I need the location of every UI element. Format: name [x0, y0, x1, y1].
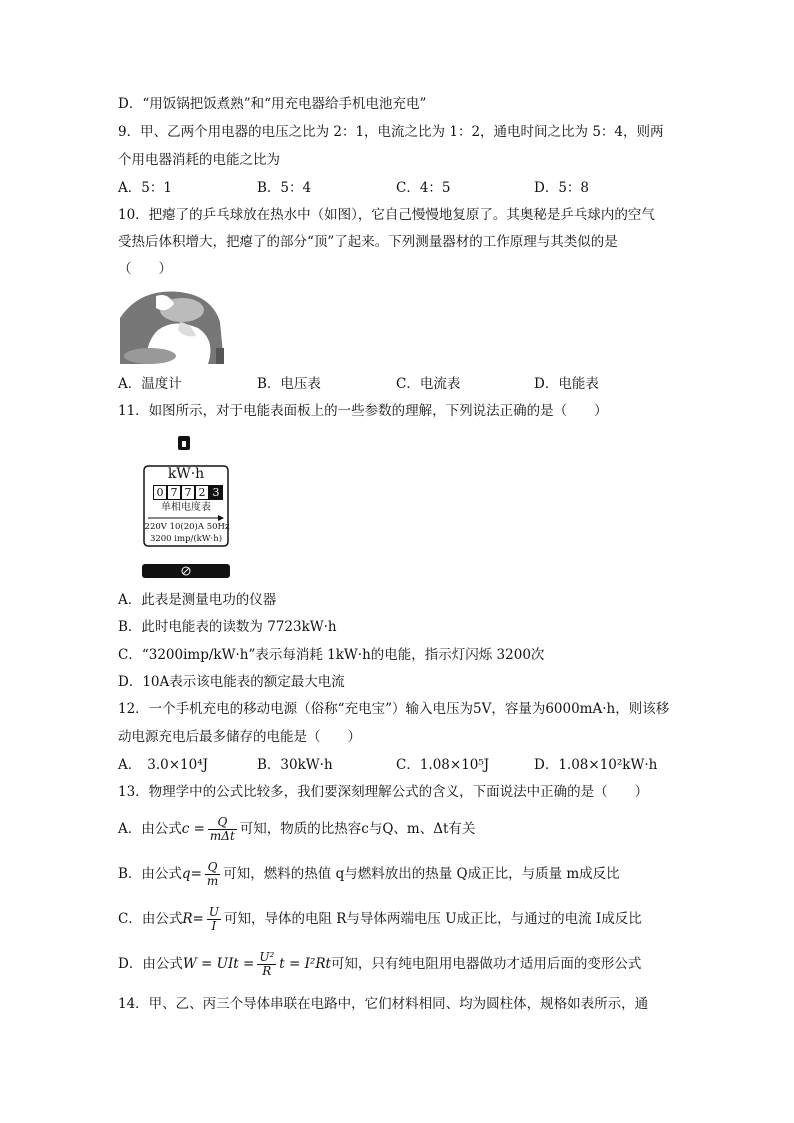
meter-name: 单相电度表	[161, 502, 211, 513]
q9-stem-line1: 9．甲、乙两个用电器的电压之比为 2：1，电流之比为 1：2，通电时间之比为 5：4，则两	[118, 124, 664, 140]
q10-option-c: C．电流表	[396, 376, 461, 392]
q13-d-lhs: W = UIt =	[182, 956, 255, 972]
q13-a-lhs: c =	[181, 821, 205, 837]
meter-digit: 2	[195, 485, 209, 500]
q13-option-a	[118, 812, 475, 846]
q13-d-text: 可知，只有纯电阻用电器做功才适用后面的变形公式	[330, 956, 642, 972]
q12-option-b: B．30kW·h	[257, 757, 333, 773]
q13-option-c	[118, 902, 642, 936]
q9-option-d: D．5：8	[534, 180, 590, 196]
q13-d-fraction	[257, 951, 276, 978]
q14-stem: 14．甲、乙、丙三个导体串联在电路中，它们材料相同、均为圆柱体，规格如表所示，通	[118, 996, 649, 1012]
q10-stem-line2: 受热后体积增大，把瘪了的部分“顶”了起来。下列测量器材的工作原理与其类似的是	[118, 234, 618, 250]
meter-digit-window	[153, 485, 223, 500]
q10-stem-line3: （ ）	[118, 261, 172, 277]
q9-option-b: B．5：4	[257, 180, 312, 196]
q12-option-a-value: 3.0×10⁴J	[147, 757, 209, 773]
meter-spec-rating: 220V 10(20)A 50Hz	[144, 522, 230, 532]
meter-spec-impulse: 3200 imp/(kW·h)	[149, 534, 223, 544]
q13-b-lhs: q=	[181, 866, 202, 882]
meter-digit-decimal: 3	[209, 485, 223, 500]
q12-option-a-label: A．	[118, 757, 142, 773]
meter-unit: kW·h	[167, 466, 205, 482]
q12-stem-line1: 12．一个手机充电的移动电源（俗称“充电宝”）输入电压为5V，容量为6000mA·h，则该移	[118, 701, 670, 717]
meter-digit: 0	[153, 485, 167, 500]
fraction-denominator: m	[206, 874, 219, 888]
q13-stem: 13．物理学中的公式比较多，我们要深刻理解公式的含义，下面说法中正确的是（ ）	[118, 784, 649, 800]
q13-b-fraction	[205, 861, 220, 888]
fraction-denominator: I	[211, 919, 217, 933]
meter-digit: 7	[181, 485, 195, 500]
q12-option-d: D．1.08×10²kW·h	[534, 757, 658, 773]
q10-stem-line1: 10．把瘪了的乒乓球放在热水中（如图），它自己慢慢地复原了。其奥秘是乒乓球内的空气	[118, 207, 655, 223]
q12-option-a	[118, 755, 208, 775]
q13-c-prefix: C．由公式	[118, 911, 183, 927]
q10-option-b: B．电压表	[257, 376, 321, 392]
q11-option-a: A．此表是测量电功的仪器	[118, 592, 277, 608]
q11-option-c: C．“3200imp/kW·h”表示每消耗 1kW·h的电能，指示灯闪烁 3200次	[118, 647, 545, 663]
fraction-numerator: Q	[208, 816, 237, 830]
fraction-denominator: mΔt	[209, 829, 235, 843]
q9-option-c: C．4：5	[396, 180, 451, 196]
q11-option-d: D．10A表示该电能表的额定最大电流	[118, 674, 345, 690]
q10-option-d: D．电能表	[534, 376, 599, 392]
fraction-numerator: U²	[259, 950, 275, 964]
fraction-numerator: Q	[205, 861, 220, 875]
meter-digit: 7	[167, 485, 181, 500]
pingpong-in-hot-water-image	[120, 288, 224, 364]
q10-option-a: A．温度计	[118, 376, 182, 392]
q13-d-prefix: D．由公式	[118, 956, 183, 972]
q13-option-d	[118, 946, 641, 982]
q11-stem: 11．如图所示，对于电能表面板上的一些参数的理解，下列说法正确的是（ ）	[118, 403, 608, 419]
q13-option-b	[118, 857, 620, 891]
q8-option-d: D．“用饭锅把饭煮熟”和“用充电器给手机电池充电”	[118, 96, 427, 112]
q13-d-formula-tail: t = I²Rt	[279, 956, 331, 972]
q13-c-text: 可知，导体的电阻 R与导体两端电压 U成正比，与通过的电流 I成反比	[223, 911, 642, 927]
q12-stem-line2: 动电源充电后最多储存的电能是（ ）	[118, 729, 361, 745]
q9-option-a: A．5：1	[118, 180, 172, 196]
q12-option-c: C．1.08×10⁵J	[396, 757, 490, 773]
fraction-numerator: U	[208, 905, 219, 919]
q11-option-b: B．此时电能表的读数为 7723kW·h	[118, 619, 337, 635]
q9-stem-line2: 个用电器消耗的电能之比为	[118, 152, 280, 168]
q13-c-lhs: R=	[182, 911, 204, 927]
q13-c-fraction	[207, 906, 221, 933]
q13-a-fraction	[208, 816, 237, 843]
q13-b-prefix: B．由公式	[118, 866, 182, 882]
q13-b-text: 可知，燃料的热值 q与燃料放出的热量 Q成正比，与质量 m成反比	[223, 866, 620, 882]
fraction-denominator: R	[262, 964, 272, 978]
q13-a-prefix: A．由公式	[118, 821, 182, 837]
q13-a-text: 可知，物质的比热容c与Q、m、Δt有关	[239, 821, 476, 837]
